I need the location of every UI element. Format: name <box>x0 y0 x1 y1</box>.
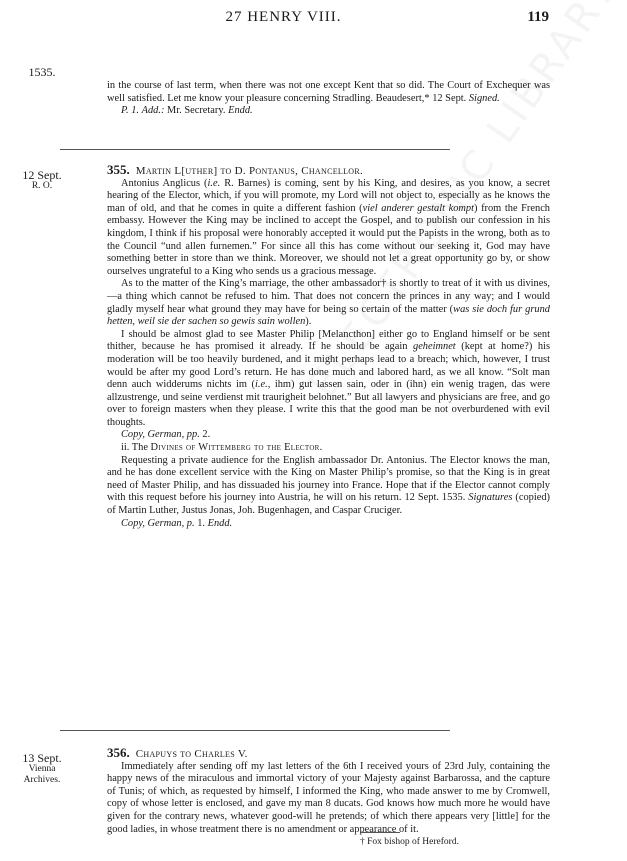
previous-entry <box>107 80 550 140</box>
section-divider <box>60 730 450 731</box>
running-head-title: 27 HENRY VIII. <box>225 9 342 25</box>
entry-355-paragraph-3: I should be almost glad to see Master Philip [Melancthon] either go to England himself or be sent thither, because he has promised it already. If he should be again geheimnet (kept at home?) his moderation will be too heavily burdened, and it might perhaps lead to a breach; which, however, I trust would be after my good Lord’s return. He has done much and labored hard, as we all know. “Solt man denn auch widderums nichts im (i.e., ihm) gut lassen sain, oder in (ihn) ein wenig tragen, das were allzustrenge, und seine verdienst mit traurigheit belohnet.” But all lawyers and physicians are free, and go over to foreign masters when they please. I write this that the good man be not overburdened with evil thoughts. <box>107 328 550 428</box>
entry-356-text: Immediately after sending off my last letters of the 6th I received yours of 23rd July, containing the happy news of the miraculous and immortal victory of your Majesty against Barbarossa, and the capture of Tunis; of which, as requested by himself, I informed the King, who made answer to me by Cromwell, copy of whose letter is enclosed, and gave my man 8 ducats. God knows how much more he would have given for the contrary news, whatever good-will he pretends; of which there appears very [little] for the good ladies, in whose treatment there is no amendment or appearance of it. <box>107 760 550 835</box>
entry-355 <box>107 164 550 724</box>
previous-entry-reference: P. 1. Add.: Mr. Secretary. Endd. <box>121 105 253 117</box>
running-head <box>0 9 567 29</box>
entry-355-ii-heading: ii. The Divines of Wittemberg to the Elector. <box>121 442 323 454</box>
entry-356-heading: 356. Chapuys to Charles V. <box>107 745 248 760</box>
footnote: † Fox bishop of Hereford. <box>360 837 459 847</box>
entry-355-ii-copy-note: Copy, German, p. 1. Endd. <box>121 517 233 529</box>
entry-355-paragraph-2: As to the matter of the King’s marriage, the other ambassador† is shortly to treat of it with us divines,—a thing which cannot be refused to him. That does not concern the princes in any way; and I would gladly myself hear what ground they may have for being so certain of the matter (was sie doch fur grund hetten, weil sie der sachen so gewis sain wollen). <box>107 278 550 328</box>
entry-355-heading: 355. Martin L[uther] to D. Pontanus, Chancellor. <box>107 162 364 177</box>
sidenote-year: 1535. <box>28 65 56 79</box>
sidenote-date-355: 12 Sept. R. O. <box>22 168 62 191</box>
entry-355-copy-note: Copy, German, pp. 2. <box>121 429 211 441</box>
entry-355-ii-text: Requesting a private audience for the English ambassador Dr. Antonius. The Elector knows the man, and he has done excellent service with the King on Master Philip’s promise, so that the King is in great need of Master Philip, and has dissuaded his journey into France. Hope that if the Elector cannot comply with this request before his journey into Austria, he will on his return. 12 Sept. 1535. Signatures (copied) of Martin Luther, Justus Jonas, Joh. Bugenhagen, and Caspar Cruciger. <box>107 454 550 517</box>
page-number: 119 <box>527 9 549 25</box>
previous-entry-text: in the course of last term, when there was not one except Kent that so did. The Court of Exchequer was well satisfied. Let me know your pleasure concerning Stradling. Beaudesert,* 12 Sept. Signed. <box>107 80 550 104</box>
footnote-rule <box>360 832 400 833</box>
entry-355-paragraph-1: Antonius Anglicus (i.e. R. Barnes) is coming, sent by his King, and desires, as you know, a secret hearing of the Elector, which, if you will promote, my Lord will not object to, especially as he knows the man of old, and that he comes in quite a different fashion (viel anderer gestalt kompt) from the French embassy. However the King may be inclined to accept the Gospel, and to publish our confession in his kingdom, I think if his proposal were honorably accepted it would put the Papists in the wrong, both as to the Council “und allen furnemen.” For since all this has come without our seeking it, God may have something better in store than we think. Moreover, we should not let a great opportunity go by, or show ourselves ungrateful to a King who sends us a gracious message. <box>107 177 551 277</box>
section-divider <box>60 149 450 150</box>
entry-356 <box>107 745 550 835</box>
sidenote-date-356: 13 Sept. Vienna Archives. <box>22 751 62 785</box>
